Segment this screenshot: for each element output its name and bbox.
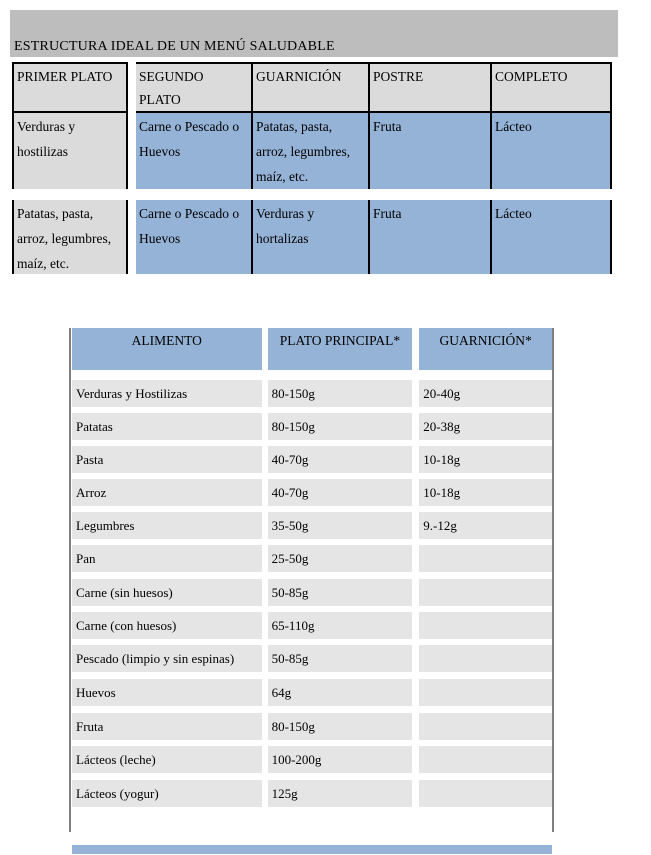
column-gutter: [412, 746, 419, 773]
portions-cell-principal: 100-200g: [268, 746, 413, 773]
portions-table-row: [72, 479, 552, 506]
menu-header-cell: PRIMER PLATO: [12, 62, 128, 113]
column-gutter: [412, 713, 419, 740]
menu-header-cell: POSTRE: [370, 62, 492, 113]
column-gutter: [412, 679, 419, 706]
portions-table-row: [72, 713, 552, 740]
menu-cell: Patatas, pasta, arroz, legumbres, maíz, etc.: [253, 113, 370, 189]
column-gutter: [412, 645, 419, 672]
column-gutter: [412, 479, 419, 506]
portions-cell-guarnicion: [419, 579, 552, 606]
portions-table-row: [72, 545, 552, 572]
portions-cell-guarnicion: [419, 645, 552, 672]
portions-cell-alimento: Legumbres: [72, 512, 262, 539]
column-gutter: [412, 413, 419, 440]
portions-cell-alimento: Fruta: [72, 713, 262, 740]
portions-cell-principal: 80-150g: [268, 713, 413, 740]
portions-header-cell: GUARNICIÓN*: [419, 328, 552, 370]
menu-table-row: [12, 200, 612, 274]
portions-cell-guarnicion: 20-40g: [419, 380, 552, 407]
menu-cell: Verduras y hortalizas: [253, 200, 370, 274]
portions-cell-guarnicion: [419, 679, 552, 706]
portions-header-cell: ALIMENTO: [72, 328, 262, 370]
portions-table-row: [72, 780, 552, 807]
portions-table-row: [72, 612, 552, 639]
menu-header-cell: GUARNICIÓN: [253, 62, 370, 113]
portions-cell-principal: 65-110g: [268, 612, 413, 639]
menu-cell: Patatas, pasta, arroz, legumbres, maíz, etc.: [12, 200, 128, 274]
portions-cell-principal: 40-70g: [268, 479, 413, 506]
document-title-band: [10, 10, 618, 57]
portions-cell-principal: 35-50g: [268, 512, 413, 539]
column-gutter: [412, 780, 419, 807]
column-gutter: [412, 545, 419, 572]
portions-cell-principal: 125g: [268, 780, 413, 807]
column-gutter: [412, 612, 419, 639]
page-title: ESTRUCTURA IDEAL DE UN MENÚ SALUDABLE: [14, 39, 335, 54]
portions-cell-alimento: Lácteos (leche): [72, 746, 262, 773]
portions-cell-principal: 50-85g: [268, 579, 413, 606]
next-table-header-sliver: [72, 845, 552, 854]
portions-cell-alimento: Pescado (limpio y sin espinas): [72, 645, 262, 672]
portions-cell-principal: 80-150g: [268, 413, 413, 440]
portions-cell-alimento: Pasta: [72, 446, 262, 473]
column-gutter: [128, 200, 136, 274]
column-gutter: [412, 328, 419, 370]
menu-table-header-row: [12, 62, 612, 113]
portions-cell-alimento: Patatas: [72, 413, 262, 440]
menu-cell: Carne o Pescado o Huevos: [136, 113, 253, 189]
portions-cell-guarnicion: 10-18g: [419, 479, 552, 506]
portions-cell-guarnicion: [419, 780, 552, 807]
portions-header-cell: PLATO PRINCIPAL*: [268, 328, 413, 370]
portions-cell-principal: 25-50g: [268, 545, 413, 572]
menu-cell: Lácteo: [492, 200, 612, 274]
column-gutter: [128, 113, 136, 189]
portions-cell-alimento: Pan: [72, 545, 262, 572]
portions-cell-guarnicion: [419, 612, 552, 639]
portions-cell-guarnicion: 10-18g: [419, 446, 552, 473]
portions-cell-principal: 40-70g: [268, 446, 413, 473]
menu-structure-table: [12, 62, 612, 274]
portions-cell-alimento: Lácteos (yogur): [72, 780, 262, 807]
portions-cell-guarnicion: 9.-12g: [419, 512, 552, 539]
portions-table-row: [72, 380, 552, 407]
portions-table-row: [72, 679, 552, 706]
portions-cell-alimento: Verduras y Hostilizas: [72, 380, 262, 407]
portions-cell-guarnicion: [419, 713, 552, 740]
portions-cell-alimento: Arroz: [72, 479, 262, 506]
portions-cell-guarnicion: [419, 545, 552, 572]
portions-table-row: [72, 413, 552, 440]
column-gutter: [412, 579, 419, 606]
menu-cell: Fruta: [370, 113, 492, 189]
column-gutter: [412, 512, 419, 539]
portions-header-row: [72, 328, 552, 370]
menu-table-row: [12, 113, 612, 189]
portions-table-row: [72, 746, 552, 773]
menu-cell: Fruta: [370, 200, 492, 274]
portions-cell-principal: 50-85g: [268, 645, 413, 672]
portions-table-row: [72, 512, 552, 539]
menu-cell: Verduras y hostilizas: [12, 113, 128, 189]
column-gutter: [128, 62, 136, 113]
portions-cell-principal: 80-150g: [268, 380, 413, 407]
portions-cell-principal: 64g: [268, 679, 413, 706]
menu-header-cell: COMPLETO: [492, 62, 612, 113]
column-gutter: [412, 380, 419, 407]
portions-cell-guarnicion: [419, 746, 552, 773]
menu-cell: Lácteo: [492, 113, 612, 189]
portions-cell-alimento: Huevos: [72, 679, 262, 706]
column-gutter: [412, 446, 419, 473]
portions-table-row: [72, 446, 552, 473]
menu-cell: Carne o Pescado o Huevos: [136, 200, 253, 274]
portions-table-row: [72, 579, 552, 606]
portions-table: [69, 328, 554, 832]
portions-cell-alimento: Carne (con huesos): [72, 612, 262, 639]
portions-cell-alimento: Carne (sin huesos): [72, 579, 262, 606]
menu-header-cell: SEGUNDO PLATO: [136, 62, 253, 113]
portions-cell-guarnicion: 20-38g: [419, 413, 552, 440]
portions-table-row: [72, 645, 552, 672]
